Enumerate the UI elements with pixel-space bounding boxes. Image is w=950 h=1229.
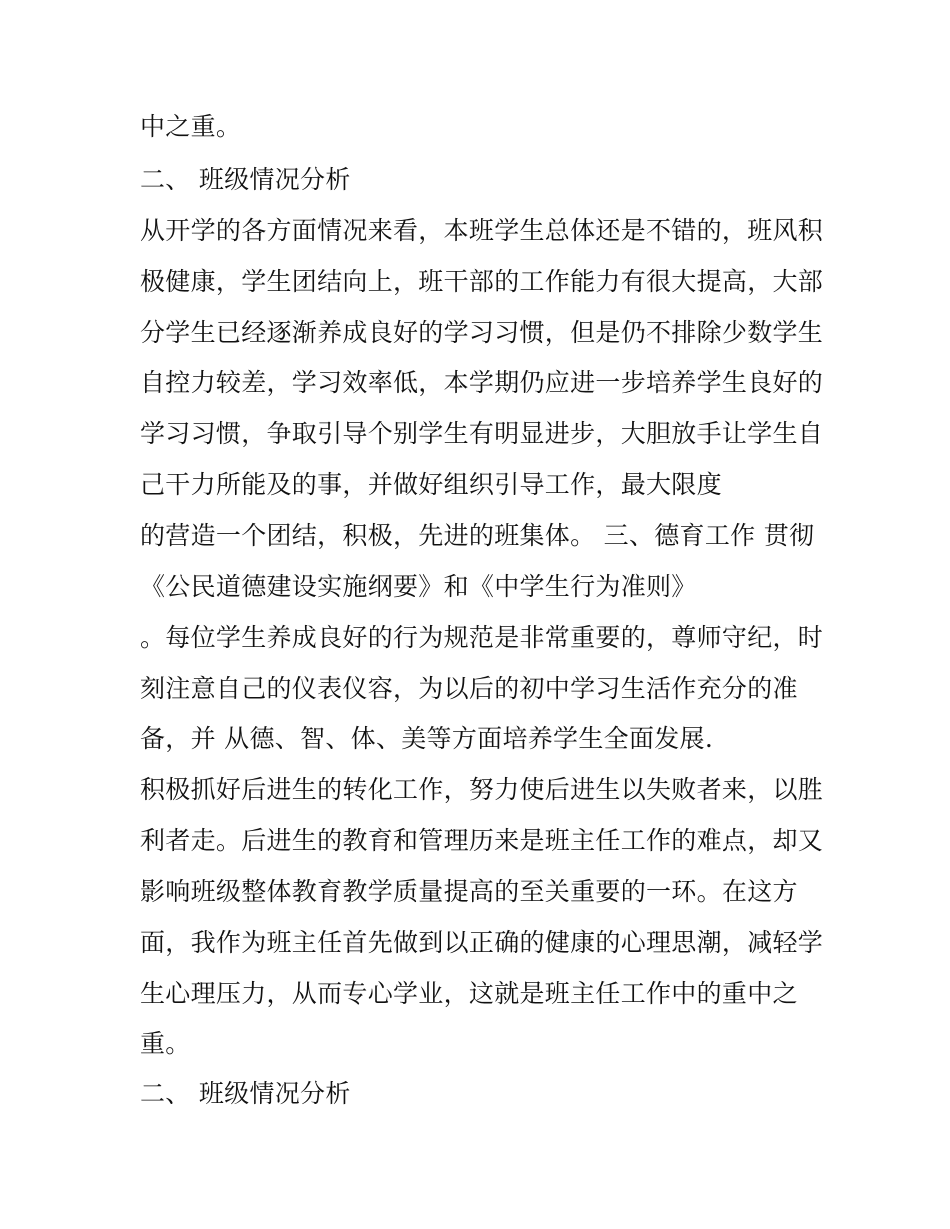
text-line: 极健康，学生团结向上，班干部的工作能力有很大提高，大部 (140, 267, 824, 296)
text-line: 影响班级整体教育教学质量提高的至关重要的一环。在这方 (140, 877, 798, 906)
text-line: 分学生已经逐渐养成良好的学习习惯，但是仍不排除少数学生 (140, 318, 824, 347)
section-heading: 二、 班级情况分析 (140, 1079, 351, 1108)
text-line: 生心理压力，从而专心学业，这就是班主任工作中的重中之 (140, 979, 798, 1008)
text-line: 己干力所能及的事，并做好组织引导工作，最大限度 (140, 470, 722, 499)
text-line: 刻注意自己的仪表仪容，为以后的初中学习生活作充分的准 (140, 674, 798, 703)
section-heading: 二、 班级情况分析 (140, 165, 351, 194)
text-line: 。每位学生养成良好的行为规范是非常重要的，尊师守纪，时 (140, 623, 824, 652)
text-line: 学习习惯，争取引导个别学生有明显进步，大胆放手让学生自 (140, 419, 824, 448)
text-line: 《公民道德建设实施纲要》和《中学生行为准则》 (140, 572, 697, 601)
text-line: 利者走。后进生的教育和管理历来是班主任工作的难点，却又 (140, 826, 824, 855)
text-line: 从开学的各方面情况来看，本班学生总体还是不错的，班风积 (140, 216, 824, 245)
text-line: 备，并 从德、智、体、美等方面培养学生全面发展. (140, 724, 714, 753)
text-line: 面，我作为班主任首先做到以正确的健康的心理思潮，减轻学 (140, 928, 824, 957)
text-line: 中之重。 (140, 112, 242, 141)
text-line: 重。 (140, 1029, 191, 1058)
text-line: 的营造一个团结，积极，先进的班集体。 三、德育工作 贯彻 (140, 521, 815, 550)
text-line: 积极抓好后进生的转化工作，努力使后进生以失败者来，以胜 (140, 775, 824, 804)
text-line: 自控力较差，学习效率低，本学期仍应进一步培养学生良好的 (140, 368, 824, 397)
